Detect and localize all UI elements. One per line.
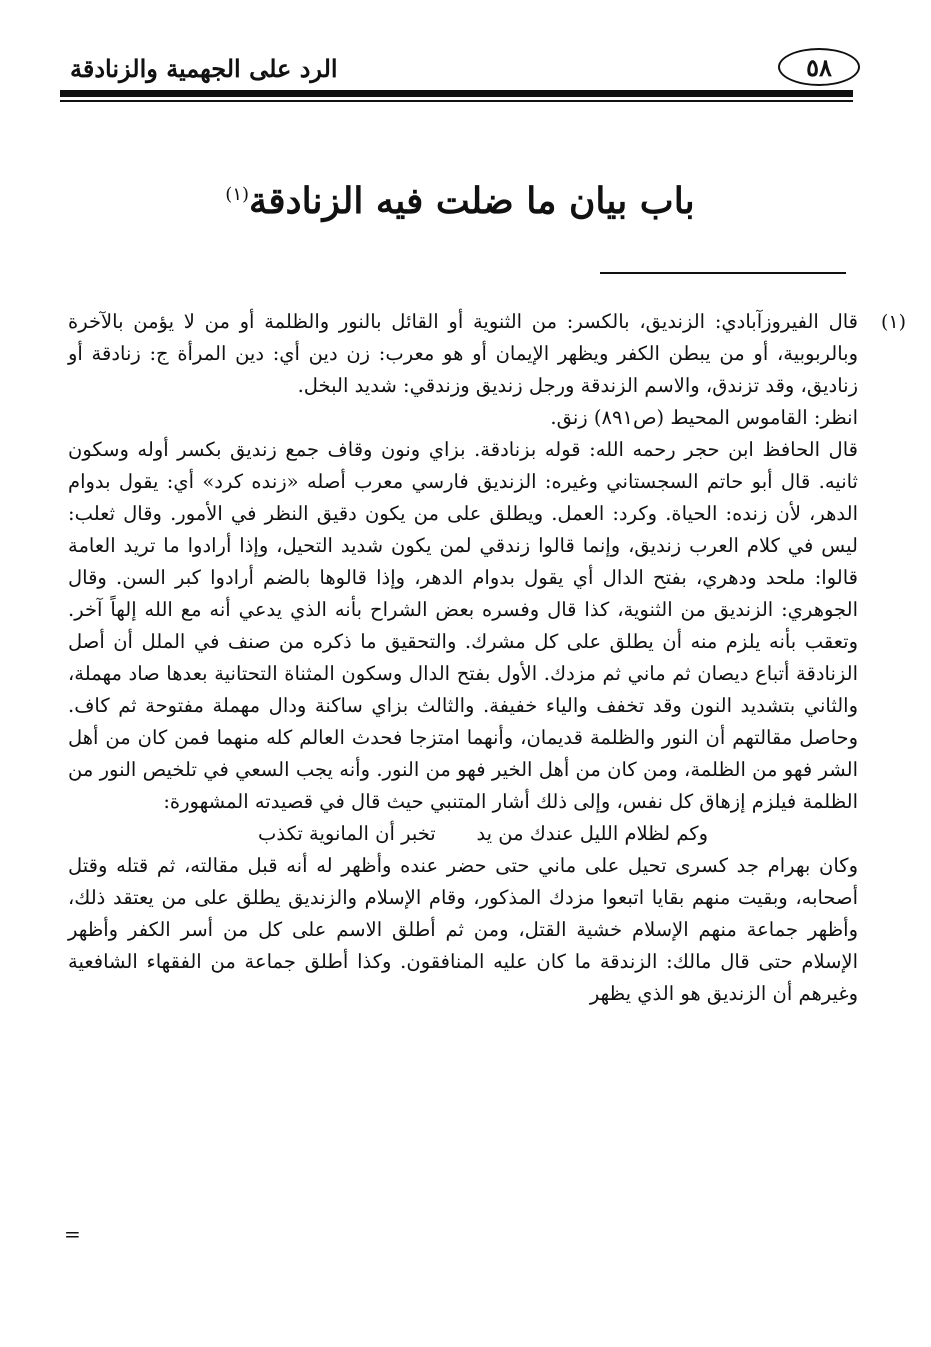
footnote-paragraph: قال الفيروزآبادي: الزنديق، بالكسر: من الثنوية أو القائل بالنور والظلمة أو من لا يؤمن بالآخرة وبالربوبية، أو من يبطن الكفر ويظهر الإيمان أو هو معرب: زن دين أي: دين المرأة ج: زنادقة أو زناديق، وقد تزندق، والاسم الزندقة ورجل زنديق وزندقي: شديد البخل. [68,310,858,397]
header-rule-thick [60,90,853,97]
verse-second-hemistich: تخبر أن المانوية تكذب [258,822,436,845]
footnote-separator [600,272,846,274]
chapter-footnote-ref: (١) [225,184,250,205]
footnote-body [68,306,906,1010]
footnote-paragraph: وكان بهرام جد كسرى تحيل على ماني حتى حضر عنده وأظهر له أنه قبل مقالته، ثم قتله وقتل أصحابه، وبقيت منهم بقايا اتبعوا مزدك المذكور، وقام الإسلام والزنديق يطلق على من يعتقد ذلك، وأظهر جماعة منهم الإسلام خشية القتل، ومن ثم أطلق الاسم على كل من أسر الكفر وأظهر الإسلام حتى قال مالك: الزندقة ما كان عليه المنافقون. وكذا أطلق جماعة من الفقهاء الشافعية وغيرهم أن الزنديق هو الذي يظهر [68,854,858,1005]
running-title: الرد على الجهمية والزنادقة [70,54,338,83]
footnote-paragraph: قال الحافظ ابن حجر رحمه الله: قوله بزنادقة. بزاي ونون وقاف جمع زنديق بكسر أوله وسكون ثانيه. قال أبو حاتم السجستاني وغيره: الزنديق فارسي معرب أصله «زنده كرد» أي: يقول بدوام الدهر، لأن زنده: الحياة. وكرد: العمل. ويطلق على من يكون دقيق النظر في الأمور. وقال ثعلب: ليس في كلام العرب زنديق، وإنما قالوا زندقي لمن يكون شديد التحيل، وإذا أرادوا ما تريد العامة قالوا: ملحد ودهري، بفتح الدال أي يقول بدوام الدهر، وإذا قالوها بالضم أرادوا كبر السن. وقال الجوهري: الزنديق من الثنوية، كذا قال وفسره بعض الشراح بأنه الذي يدعي أنه مع الله إلهاً آخر. وتعقب بأنه يلزم منه أن يطلق على كل مشرك. والتحقيق ما ذكره من صنف في الملل أن أصل الزنادقة أتباع ديصان ثم ماني ثم مزدك. الأول بفتح الدال وسكون المثناة التحتانية بعدها صاد مهملة، والثاني بتشديد النون وقد تخفف والياء خفيفة. والثالث بزاي ساكنة ودال مهملة مفتوحة ثم كاف. وحاصل مقالتهم أن النور والظلمة قديمان، وأنهما امتزجا فحدث العالم كله منهما فمن كان من أهل الشر فهو من الظلمة، ومن كان من أهل الخير فهو من النور. وأنه يجب السعي في تلخيص النور من الظلمة فيلزم إزهاق كل نفس، وإلى ذلك أشار المتنبي حيث قال في قصيدته المشهورة: [68,438,858,813]
footnote-reference: انظر: القاموس المحيط (ص٨٩١) زنق. [550,406,858,429]
chapter-title-text: باب بيان ما ضلت فيه الزنادقة [249,180,695,222]
verse-first-hemistich: وكم لظلام الليل عندك من يد [476,822,708,845]
header-rule-thin [60,100,853,102]
page-number: ٥٨ [778,48,860,86]
continuation-mark: = [64,1222,81,1246]
poetry-verse [68,818,858,850]
footnote-marker: (١) [880,311,906,333]
chapter-title [200,180,720,222]
